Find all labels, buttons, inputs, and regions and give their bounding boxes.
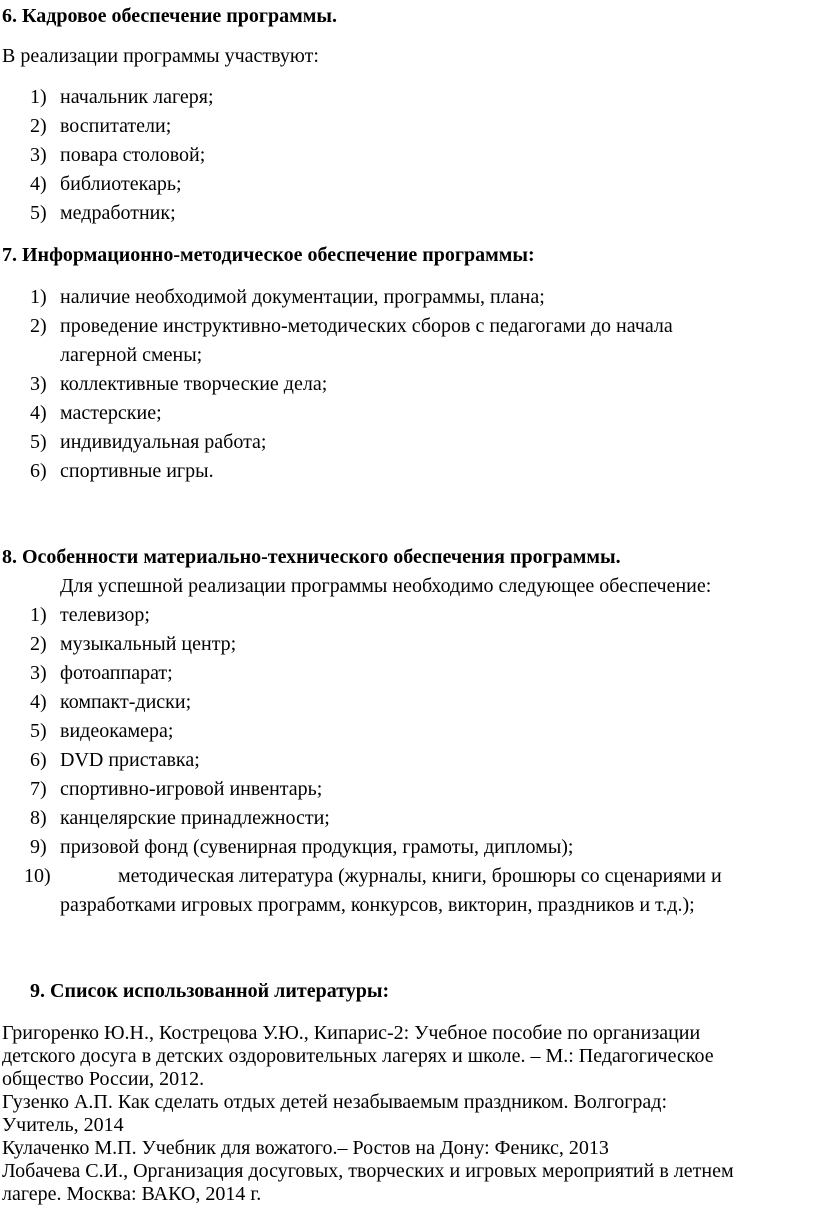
list-item: начальник лагеря; bbox=[60, 86, 214, 108]
section-7-heading: 7. Информационно-методическое обеспечение программы: bbox=[2, 244, 535, 266]
list-number: 6) bbox=[30, 749, 47, 771]
list-item: DVD приставка; bbox=[60, 749, 200, 771]
list-item: музыкальный центр; bbox=[60, 633, 237, 655]
list-item: канцелярские принадлежности; bbox=[60, 807, 330, 829]
list-number: 2) bbox=[30, 633, 47, 655]
reference-line: Григоренко Ю.Н., Кострецова У.Ю., Кипарис-2: Учебное пособие по организации bbox=[2, 1022, 701, 1044]
section-6-heading: 6. Кадровое обеспечение программы. bbox=[2, 5, 337, 27]
reference-line: Гузенко А.П. Как сделать отдых детей незабываемым праздником. Волгоград: bbox=[2, 1091, 668, 1113]
list-number: 6) bbox=[30, 460, 47, 482]
section-8-intro: Для успешной реализации программы необходимо следующее обеспечение: bbox=[60, 575, 712, 597]
list-item: повара столовой; bbox=[60, 144, 206, 166]
list-item: видеокамера; bbox=[60, 720, 174, 742]
list-item-continuation: разработками игровых программ, конкурсов, викторин, праздников и т.д.); bbox=[60, 894, 695, 916]
list-number: 1) bbox=[30, 604, 47, 626]
list-number: 1) bbox=[30, 286, 47, 308]
list-item: индивидуальная работа; bbox=[60, 431, 267, 453]
list-item: наличие необходимой документации, программы, плана; bbox=[60, 286, 545, 308]
list-item: воспитатели; bbox=[60, 115, 172, 137]
reference-line: детского досуга в детских оздоровительных лагерях и школе. – М.: Педагогическое bbox=[2, 1045, 714, 1067]
list-number: 8) bbox=[30, 807, 47, 829]
list-number: 4) bbox=[30, 691, 47, 713]
list-number: 7) bbox=[30, 778, 47, 800]
list-number: 5) bbox=[30, 431, 47, 453]
reference-line: Кулаченко М.П. Учебник для вожатого.– Ростов на Дону: Феникс, 2013 bbox=[2, 1137, 609, 1159]
reference-line: лагере. Москва: ВАКО, 2014 г. bbox=[2, 1183, 262, 1205]
list-item: методическая литература (журналы, книги, брошюры со сценариями и bbox=[118, 865, 722, 887]
list-item: проведение инструктивно-методических сборов с педагогами до начала bbox=[60, 315, 673, 337]
list-item: медработник; bbox=[60, 202, 176, 224]
list-item-continuation: лагерной смены; bbox=[60, 344, 203, 366]
list-number: 3) bbox=[30, 373, 47, 395]
list-number: 4) bbox=[30, 402, 47, 424]
list-number: 2) bbox=[30, 315, 47, 337]
section-9-heading: 9. Список использованной литературы: bbox=[30, 980, 390, 1002]
list-number: 5) bbox=[30, 202, 47, 224]
list-number: 2) bbox=[30, 115, 47, 137]
list-item: телевизор; bbox=[60, 604, 150, 626]
list-number: 4) bbox=[30, 173, 47, 195]
list-item: компакт-диски; bbox=[60, 691, 192, 713]
reference-line: Учитель, 2014 bbox=[2, 1114, 124, 1136]
list-number: 9) bbox=[30, 836, 47, 858]
list-item: коллективные творческие дела; bbox=[60, 373, 328, 395]
list-number: 10) bbox=[24, 865, 51, 887]
list-item: спортивные игры. bbox=[60, 460, 214, 482]
list-item: библиотекарь; bbox=[60, 173, 182, 195]
reference-line: Лобачева С.И., Организация досуговых, творческих и игровых мероприятий в летнем bbox=[2, 1160, 734, 1182]
list-item: призовой фонд (сувенирная продукция, грамоты, дипломы); bbox=[60, 836, 574, 858]
section-8-heading: 8. Особенности материально-технического обеспечения программы. bbox=[2, 546, 621, 568]
section-6-intro: В реализации программы участвуют: bbox=[2, 45, 319, 67]
list-number: 5) bbox=[30, 720, 47, 742]
list-item: фотоаппарат; bbox=[60, 662, 173, 684]
list-item: спортивно-игровой инвентарь; bbox=[60, 778, 323, 800]
list-number: 1) bbox=[30, 86, 47, 108]
list-number: 3) bbox=[30, 662, 47, 684]
list-number: 3) bbox=[30, 144, 47, 166]
list-item: мастерские; bbox=[60, 402, 162, 424]
reference-line: общество России, 2012. bbox=[2, 1068, 205, 1090]
